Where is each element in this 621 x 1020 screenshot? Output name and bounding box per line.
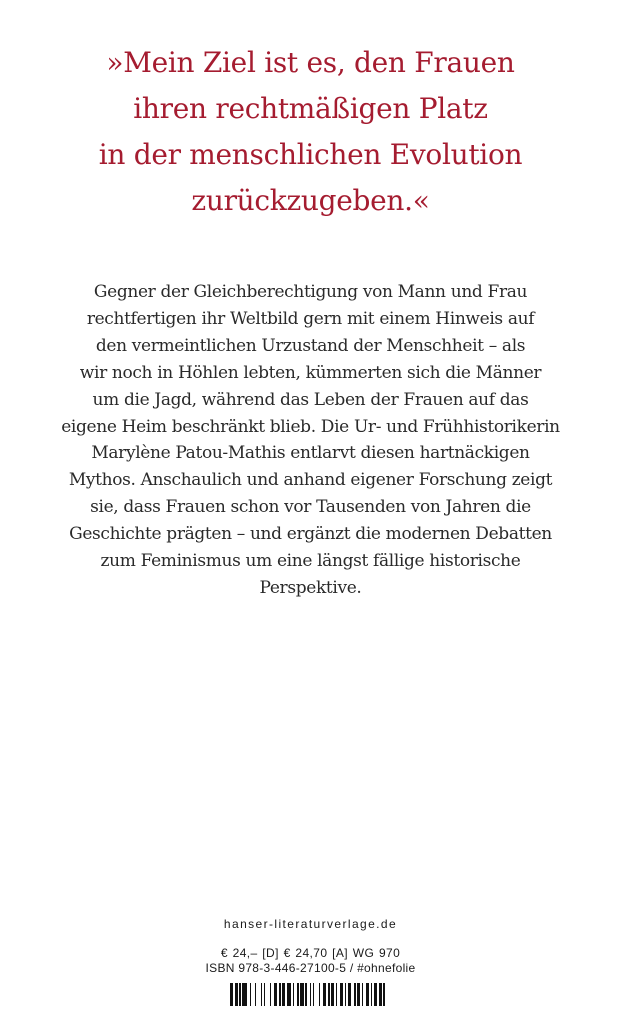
book-blurb	[0, 279, 621, 602]
price-line: € 24,– [D] € 24,70 [A] WG 970	[220, 946, 401, 960]
blurb-line: Geschichte prägten – und ergänzt die modernen Debatten	[69, 524, 552, 545]
blurb-line: wir noch in Höhlen lebten, kümmerten sich die Männer	[79, 362, 542, 383]
quote-line: ihren rechtmäßigen Platz	[133, 92, 488, 125]
blurb-line: rechtfertigen ihr Weltbild gern mit einem Hinweis auf	[86, 308, 535, 329]
isbn-line: ISBN 978-3-446-27100-5 / #ohnefolie	[205, 961, 416, 975]
publisher-website: hanser-literaturverlage.de	[223, 917, 398, 931]
blurb-line: zum Feminismus um eine längst fällige historische	[100, 551, 521, 572]
pull-quote	[0, 40, 621, 224]
blurb-line: eigene Heim beschränkt blieb. Die Ur- und Frühhistorikerin	[61, 416, 560, 437]
blurb-line: um die Jagd, während das Leben der Frauen auf das	[92, 389, 529, 410]
blurb-line: Marylène Patou-Mathis entlarvt diesen hartnäckigen	[91, 443, 530, 464]
quote-line: in der menschlichen Evolution	[98, 138, 523, 171]
blurb-line: Perspektive.	[259, 577, 362, 598]
blurb-line: sie, dass Frauen schon vor Tausenden von Jahren die	[90, 497, 531, 518]
quote-line: zurückzugeben.«	[191, 184, 430, 217]
quote-line: »Mein Ziel ist es, den Frauen	[106, 46, 515, 79]
blurb-line: den vermeintlichen Urzustand der Menschheit – als	[95, 335, 526, 356]
barcode-icon	[230, 983, 388, 1006]
blurb-line: Mythos. Anschaulich und anhand eigener Forschung zeigt	[68, 470, 553, 491]
blurb-line: Gegner der Gleichberechtigung von Mann und Frau	[93, 282, 528, 302]
